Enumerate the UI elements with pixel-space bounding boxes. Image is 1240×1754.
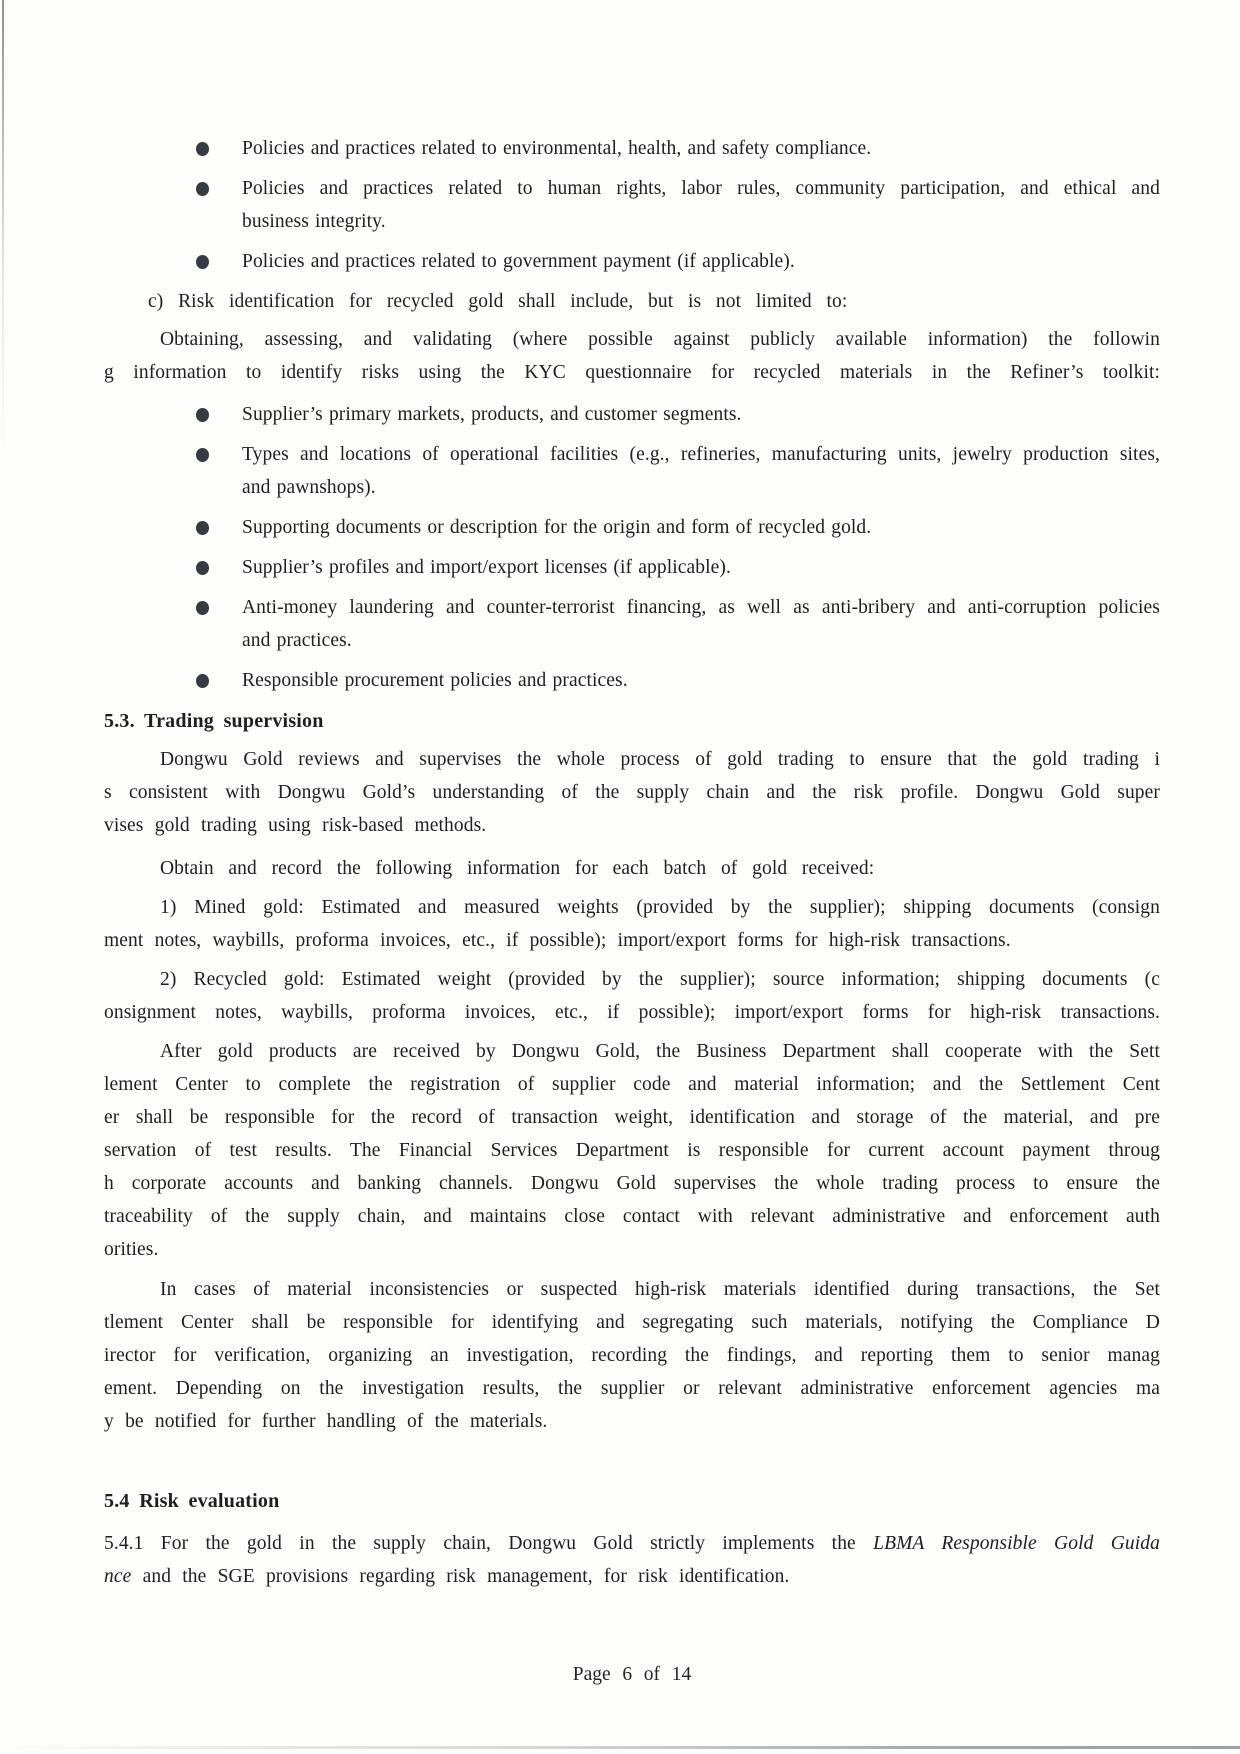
text-line [242,438,1160,471]
heading-text: 5.4 Risk evaluation [104,1490,280,1512]
text-run: In cases of material inconsistencies or suspected high-risk materials identified during transactions, the Set [160,1279,1160,1300]
text-run: After gold products are received by Dongwu Gold, the Business Department shall cooperate with the Sett [160,1041,1160,1062]
text-line [242,245,1160,278]
clause-c [148,285,1160,318]
text-run: Dongwu Gold reviews and supervises the whole process of gold trading to ensure that the gold trading i [160,749,1160,770]
bullet-icon [196,601,209,615]
list-item [104,245,1160,278]
list-item [104,664,1160,697]
text-line [242,132,1160,165]
list-item [104,511,1160,544]
text-line [242,471,1160,504]
text-line [104,1134,1160,1167]
bullet-icon [196,182,209,196]
text-run: Policies and practices related to environmental, health, and safety compliance. [242,138,872,159]
text-run: ment notes, waybills, proforma invoices, etc., if possible); import/export forms for high-risk transactions. [104,930,1011,951]
text-line [104,963,1160,996]
text-run: y be notified for further handling of the materials. [104,1411,548,1432]
text-run: and the SGE provisions regarding risk management, for risk identification. [131,1566,790,1587]
heading-5-4 [104,1485,1160,1518]
bullet-list-policies [104,132,1160,278]
text-run: h corporate accounts and banking channels. Dongwu Gold supervises the whole trading process to ensure the [104,1173,1160,1194]
text-line [104,996,1160,1029]
paragraph-obtaining [104,323,1160,389]
text-line [242,664,1160,697]
text-line [104,1306,1160,1339]
text-run: Supplier’s primary markets, products, and customer segments. [242,404,742,425]
text-run: orities. [104,1239,159,1260]
text-run: 2) Recycled gold: Estimated weight (provided by the supplier); source information; shipping documents (c [160,969,1160,990]
paragraph-trading [104,743,1160,842]
text-line [104,1233,1160,1266]
text-run: irector for verification, organizing an investigation, recording the findings, and reporting them to senior manag [104,1345,1160,1366]
text-line [104,323,1160,356]
list-item [104,132,1160,165]
text-line [104,1560,1160,1593]
text-line [104,1200,1160,1233]
text-run: 1) Mined gold: Estimated and measured weights (provided by the supplier); shipping documents (consign [160,897,1160,918]
paragraph-obtain-record [104,852,1160,885]
text-run: Supporting documents or description for the origin and form of recycled gold. [242,517,872,538]
text-line [104,356,1160,389]
text-run: Types and locations of operational facilities (e.g., refineries, manufacturing units, jewelry production sites, [242,444,1160,465]
bullet-list-kyc [104,398,1160,697]
document-body [104,132,1160,1593]
text-run: Policies and practices related to government payment (if applicable). [242,251,795,272]
text-line [242,398,1160,431]
list-item [104,172,1160,238]
bullet-icon [196,408,209,422]
text-line [104,1068,1160,1101]
page-number: Page 6 of 14 [572,1664,692,1685]
text-run: and pawnshops). [242,477,376,498]
text-run: Anti-money laundering and counter-terrorist financing, as well as anti-bribery and anti-corruption policies [242,597,1160,618]
text-run: ement. Depending on the investigation results, the supplier or relevant administrative enforcement agencies ma [104,1378,1160,1399]
text-line [104,1101,1160,1134]
text-run: 5.4.1 For the gold in the supply chain, Dongwu Gold strictly implements the [104,1533,874,1554]
paragraph-after-gold [104,1035,1160,1266]
paragraph-5-4-1 [104,1527,1160,1593]
list-item [104,591,1160,657]
list-item [104,551,1160,584]
heading-5-3 [104,705,1160,738]
bullet-icon [196,674,209,688]
bullet-icon [196,561,209,575]
text-run: Policies and practices related to human rights, labor rules, community participation, and ethical and [242,178,1160,199]
text-line [104,1167,1160,1200]
text-run: onsignment notes, waybills, proforma invoices, etc., if possible); import/export forms for high-risk transactions. [104,1002,1160,1023]
text-line [104,776,1160,809]
page-footer [104,1658,1160,1691]
paragraph-mined-gold [104,891,1160,957]
paragraph-incases [104,1273,1160,1438]
text-line [104,1372,1160,1405]
text-line [104,1405,1160,1438]
text-line [242,205,1160,238]
text-run: and practices. [242,630,352,651]
text-run: s consistent with Dongwu Gold’s understanding of the supply chain and the risk profile. Dongwu Gold super [104,782,1160,803]
italic-text: LBMA Responsible Gold Guida [873,1533,1160,1554]
text-line [104,1339,1160,1372]
text-line [104,852,1160,885]
list-item [104,438,1160,504]
bullet-icon [196,521,209,535]
text-run: Obtaining, assessing, and validating (where possible against publicly available information) the followin [160,329,1160,350]
text-run: c) Risk identification for recycled gold shall include, but is not limited to: [148,291,848,312]
text-run: lement Center to complete the registration of supplier code and material information; and the Settlement Cent [104,1074,1160,1095]
text-line [104,743,1160,776]
text-line [242,511,1160,544]
bullet-icon [196,448,209,462]
text-run: er shall be responsible for the record of transaction weight, identification and storage of the material, and pre [104,1107,1160,1128]
text-line [242,172,1160,205]
list-item [104,398,1160,431]
paragraph-recycled-gold [104,963,1160,1029]
text-line [242,551,1160,584]
heading-text: 5.3. Trading supervision [104,710,324,732]
text-line [148,285,1160,318]
text-line [104,1527,1160,1560]
text-line [242,591,1160,624]
text-line [104,924,1160,957]
text-line [104,1273,1160,1306]
text-run: business integrity. [242,211,386,232]
text-run: Obtain and record the following information for each batch of gold received: [160,858,875,879]
italic-text: nce [104,1566,132,1587]
text-run: g information to identify risks using the KYC questionnaire for recycled materials in the Refiner’s toolkit: [104,362,1160,383]
text-run: servation of test results. The Financial Services Department is responsible for current account payment throug [104,1140,1160,1161]
text-line [242,624,1160,657]
text-run: Responsible procurement policies and practices. [242,670,628,691]
text-line [104,1035,1160,1068]
text-line [104,891,1160,924]
text-run: Supplier’s profiles and import/export licenses (if applicable). [242,557,731,578]
text-run: vises gold trading using risk-based methods. [104,815,487,836]
text-run: tlement Center shall be responsible for identifying and segregating such materials, notifying the Compliance D [104,1312,1160,1333]
bullet-icon [196,142,209,156]
bullet-icon [196,255,209,269]
text-run: traceability of the supply chain, and maintains close contact with relevant administrative and enforcement auth [104,1206,1160,1227]
text-line [104,809,1160,842]
